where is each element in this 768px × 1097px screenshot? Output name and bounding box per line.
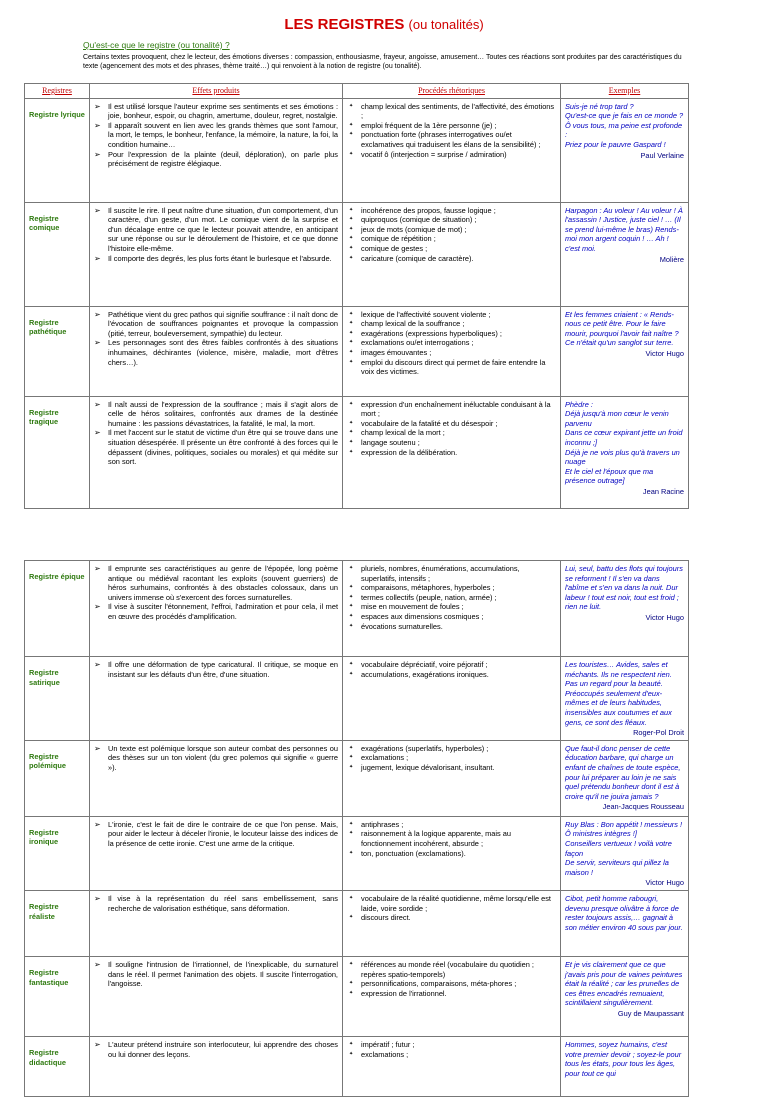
procede-item: ✦ discours direct.	[347, 913, 556, 923]
procedes-cell	[343, 956, 561, 1036]
procede-item: ✦ espaces aux dimensions cosmiques ;	[347, 612, 556, 622]
effects-cell	[90, 306, 343, 396]
register-name-text: Registre tragique	[29, 407, 59, 427]
register-name	[25, 740, 90, 816]
example-cell	[561, 657, 689, 741]
procede-item: ✦ comique de répétition ;	[347, 234, 556, 244]
register-name	[25, 306, 90, 396]
table-header-row	[25, 84, 689, 99]
table-row	[25, 1036, 689, 1096]
example-quote: Lui, seul, battu des flots qui toujours se reforment ! Il s'en va dans l'abîme et s'en va dans la nuit. Dur labeur ! tout est noir, tout est froid ; rien ne luit.	[565, 564, 683, 612]
procede-item: ✦ comique de gestes ;	[347, 244, 556, 254]
effects-cell	[90, 740, 343, 816]
effect-item: ➢ Il naît aussi de l'expression de la souffrance ; mais il s'agit alors de celle de héros solitaires, confrontés aux drames de la destinée humaine : les passions dévastatrices, la fatalité, le mal, la mort.	[94, 400, 338, 429]
intro-paragraph: Certains textes provoquent, chez le lecteur, des émotions diverses : compassion, enthousiasme, frayeur, angoisse, amusement… Toutes ces réactions sont produites par des caractéristiques du texte (agencement des mots et des phrases, thème traité…) qui renvoient à la notion de registre (ou tonalité).	[83, 54, 682, 70]
effect-item: ➢ Il suscite le rire. Il peut naître d'une situation, d'un comportement, d'un caractère, d'un geste, d'un mot. Le comique vient de la surprise et d'un décalage entre ce que le lecteur pouvait attendre, en anticipant sur une réponse ou sur le déroulement de l'histoire, et ce que donne l'histoire elle-même.	[94, 206, 338, 254]
col-header-registres: Registres	[25, 84, 90, 99]
procedes-cell	[343, 561, 561, 657]
procede-item: ✦ jeux de mots (comique de mot) ;	[347, 225, 556, 235]
example-cell	[561, 306, 689, 396]
procede-item: ✦ expression de l'irrationnel.	[347, 989, 556, 999]
example-author: Victor Hugo	[645, 878, 684, 888]
table-row	[25, 657, 689, 741]
table-row	[25, 98, 689, 202]
table-row	[25, 202, 689, 306]
procede-item: ✦ ton, ponctuation (exclamations).	[347, 849, 556, 859]
procede-item: ✦ quiproquos (comique de situation) ;	[347, 215, 556, 225]
procede-item: ✦ comparaisons, métaphores, hyperboles ;	[347, 583, 556, 593]
procede-item: ✦ exagérations (superlatifs, hyperboles) ;	[347, 744, 556, 754]
procede-item: ✦ champ lexical de la mort ;	[347, 428, 556, 438]
register-name-text: Registre pathétique	[29, 317, 67, 337]
effect-item: ➢ Il emprunte ses caractéristiques au genre de l'épopée, long poème antique ou médiéval racontant les exploits (souvent guerriers) de héros surhumains, confrontés à des obstacles colossaux, dans un univers immense où s'exercent des forces surnaturelles.	[94, 564, 338, 602]
procede-item: ✦ vocabulaire de la réalité quotidienne, même lorsqu'elle est laide, voire sordide ;	[347, 894, 556, 913]
register-name	[25, 657, 90, 741]
procede-item: ✦ mise en mouvement de foules ;	[347, 602, 556, 612]
example-quote: Ruy Blas : Bon appétit ! messieurs ! Ô ministres intègres !] Conseillers vertueux ! voilà votre façon De servir, serviteurs qui pillez la maison !	[565, 819, 683, 877]
effect-item: ➢ Il met l'accent sur le statut de victime d'un être qui se trouve dans une situation désespérée. Il présente un être confronté à des forces qui le dépassent (divines, politiques, sociales ou morales) et qui médite sur son sort.	[94, 428, 338, 466]
effect-item: ➢ L'auteur prétend instruire son interlocuteur, lui apprendre des choses ou lui donner des leçons.	[94, 1040, 338, 1059]
example-quote: Harpagon : Au voleur ! Au voleur ! À l'assassin ! Justice, juste ciel ! … (Il se prend lui-même le bras) Rends-moi mon argent coquin ! … Ah ! c'est moi.	[565, 205, 683, 253]
procede-item: ✦ vocatif ô (interjection = surprise / admiration)	[347, 150, 556, 160]
effect-item: ➢ Un texte est polémique lorsque son auteur combat des personnes ou des thèses sur un ton violent (du grec polemos qui signifie « guerre »).	[94, 744, 338, 773]
example-author: Molière	[659, 254, 684, 264]
procede-item: ✦ images émouvantes ;	[347, 348, 556, 358]
procede-item: ✦ expression de la délibération.	[347, 448, 556, 458]
effects-cell	[90, 816, 343, 890]
example-cell	[561, 98, 689, 202]
procede-item: ✦ exclamations ou/et interrogations ;	[347, 338, 556, 348]
example-author: Jean-Jacques Rousseau	[602, 802, 684, 812]
procede-item: ✦ champ lexical des sentiments, de l'affectivité, des émotions ;	[347, 102, 556, 121]
effects-cell	[90, 98, 343, 202]
effect-item: ➢ Pour l'expression de la plainte (deuil, déploration), on parle plus précisément de registre élégiaque.	[94, 150, 338, 169]
procede-item: ✦ impératif ; futur ;	[347, 1040, 556, 1050]
example-quote: Hommes, soyez humains, c'est votre premier devoir ; soyez-le pour tous les états, pour tous les âges, pour tout ce qui	[565, 1039, 682, 1078]
register-name-text: Registre lyrique	[29, 109, 85, 119]
table-row	[25, 396, 689, 508]
example-cell	[561, 816, 689, 890]
register-name-text: Registre satirique	[29, 668, 60, 687]
effect-item: ➢ Il est utilisé lorsque l'auteur exprime ses sentiments et ses émotions : joie, bonheur, espoir, ou chagrin, amertume, douleur, regret, nostalgie.	[94, 102, 338, 121]
example-author: Victor Hugo	[645, 612, 684, 622]
procede-item: ✦ caricature (comique de caractère).	[347, 254, 556, 264]
register-name-text: Registre ironique	[29, 827, 59, 847]
example-author: Paul Verlaine	[640, 150, 684, 160]
register-name	[25, 956, 90, 1036]
procede-item: ✦ jugement, lexique dévalorisant, insultant.	[347, 763, 556, 773]
register-name	[25, 1036, 90, 1096]
procede-item: ✦ exagérations (expressions hyperboliques) ;	[347, 329, 556, 339]
col-header-procedes: Procédés rhétoriques	[343, 84, 561, 99]
example-cell	[561, 396, 689, 508]
page-title	[0, 16, 768, 34]
example-author: Jean Racine	[642, 486, 684, 496]
example-cell	[561, 202, 689, 306]
effect-item: ➢ Les personnages sont des êtres faibles confrontés à des situations inhumaines, déchirantes (violence, misère, maladie, mort d'êtres chers…).	[94, 338, 338, 367]
procedes-cell	[343, 98, 561, 202]
register-name	[25, 816, 90, 890]
register-name-text: Registre réaliste	[29, 901, 59, 921]
procede-item: ✦ références au monde réel (vocabulaire du quotidien ; repères spatio-temporels)	[347, 960, 556, 979]
example-cell	[561, 1036, 689, 1096]
example-author: Guy de Maupassant	[617, 1008, 684, 1018]
example-author: Victor Hugo	[645, 348, 684, 358]
procede-item: ✦ évocations surnaturelles.	[347, 622, 556, 632]
procede-item: ✦ exclamations ;	[347, 753, 556, 763]
register-name	[25, 561, 90, 657]
registers-table-2	[24, 560, 689, 1097]
table-row	[25, 890, 689, 956]
effects-cell	[90, 956, 343, 1036]
procedes-cell	[343, 396, 561, 508]
registers-table-1	[24, 83, 689, 509]
register-name-text: Registre didactique	[29, 1047, 66, 1067]
title-main: LES REGISTRES	[284, 16, 405, 33]
procede-item: ✦ raisonnement à la logique apparente, mais au fonctionnement incohérent, absurde ;	[347, 829, 556, 848]
example-quote: Et je vis clairement que ce que j'avais pris pour de vaines peintures était la réalité ; car les prunelles de ces êtres encadrés remuaient, scintillaient singulièrement.	[565, 959, 683, 1008]
title-sub: (ou tonalités)	[408, 17, 484, 32]
example-cell	[561, 740, 689, 816]
example-quote: Les touristes… Avides, sales et méchants. Ils ne respectent rien. Pas un regard pour la beauté. Préoccupés seulement d'eux-mêmes et de leurs habitudes, insensibles aux coutumes et aux gens, ce sont des fléaux.	[565, 660, 672, 727]
example-quote: Suis-je né trop tard ? Qu'est-ce que je fais en ce monde ? Ô vous tous, ma peine est profonde : Priez pour le pauvre Gaspard !	[565, 101, 684, 149]
register-name	[25, 98, 90, 202]
example-quote: Phèdre : Déjà jusqu'à mon cœur le venin parvenu Dans ce cœur expirant jette un froid inconnu ;] Déjà je ne vois plus qu'à travers un nuage Et le ciel et l'époux que ma présence outrage]	[565, 399, 683, 486]
effect-item: ➢ Pathétique vient du grec pathos qui signifie souffrance : il naît donc de l'évocation de souffrances poignantes et provoque la compassion (pitié, terreur, bouleversement, sympathie) du lecteur.	[94, 310, 338, 339]
example-cell	[561, 561, 689, 657]
table-row	[25, 816, 689, 890]
effects-cell	[90, 657, 343, 741]
register-name	[25, 396, 90, 508]
effects-cell	[90, 890, 343, 956]
procede-item: ✦ termes collectifs (peuple, nation, armée) ;	[347, 593, 556, 603]
effect-item: ➢ L'ironie, c'est le fait de dire le contraire de ce que l'on pense. Mais, pour aider le lecteur à déceler l'ironie, le locuteur laisse des indices de la présence de cette ironie. C'est une arme de la critique.	[94, 820, 338, 849]
example-quote: Et les femmes criaient : « Rends-nous ce petit être. Pour le faire mourir, pourquoi l'avoir fait naître ? Ce n'était qu'un sanglot sur terre.	[565, 309, 679, 348]
procede-item: ✦ emploi du discours direct qui permet de faire entendre la voix des victimes.	[347, 358, 556, 377]
procedes-cell	[343, 1036, 561, 1096]
table-row	[25, 561, 689, 657]
procede-item: ✦ expression d'un enchaînement inéluctable conduisant à la mort ;	[347, 400, 556, 419]
col-header-effets: Effets produits	[90, 84, 343, 99]
effect-item: ➢ Il vise à la représentation du réel sans embellissement, sans recherche de valorisation esthétique, sans déformation.	[94, 894, 338, 913]
procede-item: ✦ incohérence des propos, fausse logique ;	[347, 206, 556, 216]
effect-item: ➢ Il vise à susciter l'étonnement, l'effroi, l'admiration et pour cela, il met en œuvre des procédés d'amplification.	[94, 602, 338, 621]
register-name-text: Registre épique	[29, 572, 85, 581]
register-name	[25, 890, 90, 956]
effects-cell	[90, 202, 343, 306]
example-quote: Cibot, petit homme rabougri, devenu presque olivâtre à force de rester toujours assis,… gagnait à son métier environ 40 sous par jour.	[565, 893, 683, 932]
procede-item: ✦ pluriels, nombres, énumérations, accumulations, superlatifs, intensifs ;	[347, 564, 556, 583]
table-row	[25, 740, 689, 816]
procede-item: ✦ accumulations, exagérations ironiques.	[347, 670, 556, 680]
effect-item: ➢ Il comporte des degrés, les plus forts étant le burlesque et l'absurde.	[94, 254, 338, 264]
procede-item: ✦ langage soutenu ;	[347, 438, 556, 448]
procede-item: ✦ champ lexical de la souffrance ;	[347, 319, 556, 329]
effects-cell	[90, 1036, 343, 1096]
effects-cell	[90, 396, 343, 508]
effect-item: ➢ Il offre une déformation de type caricatural. Il critique, se moque en insistant sur les défauts d'un être, d'une situation.	[94, 660, 338, 679]
procedes-cell	[343, 816, 561, 890]
procedes-cell	[343, 657, 561, 741]
example-author: Roger-Pol Droit	[633, 728, 684, 738]
example-quote: Que faut-il donc penser de cette éducation barbare, qui charge un enfant de chaînes de toute espèce, pour lui préparer au loin je ne sais quel prétendu bonheur dont il est à croire qu'il ne jouira jamais ?	[565, 743, 681, 801]
procedes-cell	[343, 740, 561, 816]
example-cell	[561, 956, 689, 1036]
procede-item: ✦ antiphrases ;	[347, 820, 556, 830]
example-cell	[561, 890, 689, 956]
procede-item: ✦ lexique de l'affectivité souvent violente ;	[347, 310, 556, 320]
col-header-exemples: Exemples	[561, 84, 689, 99]
procede-item: ✦ personnifications, comparaisons, méta-phores ;	[347, 979, 556, 989]
procedes-cell	[343, 890, 561, 956]
table-row	[25, 306, 689, 396]
effects-cell	[90, 561, 343, 657]
register-name	[25, 202, 90, 306]
effect-item: ➢ Il apparaît souvent en lien avec les grands thèmes que sont l'amour, la mort, le temps, le bonheur, l'enfance, la mémoire, la nature, la foi, la condition humaine…	[94, 121, 338, 150]
register-name-text: Registre fantastique	[29, 967, 69, 987]
effect-item: ➢ Il souligne l'intrusion de l'irrationnel, de l'inexplicable, du surnaturel dans le réel. Il permet l'animation des objets. Il suscite l'interrogation, l'angoisse.	[94, 960, 338, 989]
procede-item: ✦ exclamations ;	[347, 1050, 556, 1060]
procede-item: ✦ vocabulaire dépréciatif, voire péjoratif ;	[347, 660, 556, 670]
procedes-cell	[343, 306, 561, 396]
procede-item: ✦ ponctuation forte (phrases interrogatives ou/et exclamatives qui traduisent les élans de la sensibilité) ;	[347, 130, 556, 149]
procede-item: ✦ vocabulaire de la fatalité et du désespoir ;	[347, 419, 556, 429]
procedes-cell	[343, 202, 561, 306]
question-heading: Qu'est-ce que le registre (ou tonalité) ?	[83, 40, 230, 50]
procede-item: ✦ emploi fréquent de la 1ère personne (je) ;	[347, 121, 556, 131]
table-row	[25, 956, 689, 1036]
register-name-text: Registre polémique	[29, 751, 66, 771]
register-name-text: Registre comique	[29, 213, 60, 233]
